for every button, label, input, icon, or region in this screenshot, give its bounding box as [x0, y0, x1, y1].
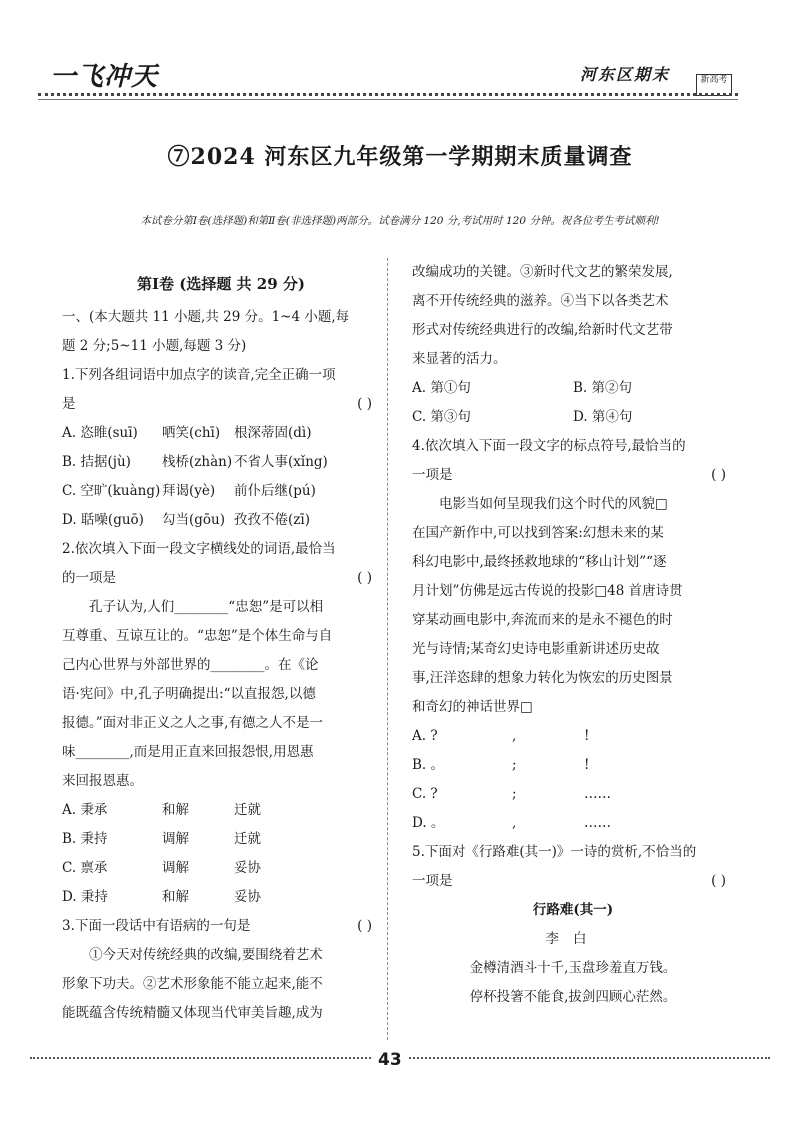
option-text: ;: [512, 757, 517, 773]
option-text: B. 。: [412, 757, 445, 773]
option-text: ……: [584, 786, 611, 802]
answer-paren: ( ): [711, 467, 726, 483]
poem-line: 停杯投箸不能食,拔剑四顾心茫然。: [469, 989, 677, 1005]
option-row: [62, 883, 380, 912]
option-text: B. 拮据(jù): [62, 454, 131, 470]
passage-line: 报德。”面对非正义之人之事,有德之人不是一: [62, 715, 323, 731]
option-row: [412, 722, 734, 751]
option-text: D. 秉持: [62, 889, 108, 905]
option-row: [62, 854, 380, 883]
answer-paren: ( ): [357, 570, 372, 586]
question-stem-text: 3.下面一段话中有语病的一句是: [62, 918, 251, 934]
passage-line: 事,汪洋恣肆的想象力转化为恢宏的历史图景: [412, 670, 673, 686]
passage-line: 孔子认为,人们________“忠恕”是可以相: [89, 599, 324, 615]
page-number: 43: [372, 1050, 408, 1070]
question-stem: [62, 564, 380, 593]
question-stem: [62, 390, 380, 419]
question-5: [412, 838, 734, 1012]
passage-line: 在国产新作中,可以找到答案:幻想未来的某: [412, 525, 664, 541]
option-text: 妥协: [234, 860, 261, 876]
question-stem: [412, 867, 734, 896]
option-row: [412, 809, 734, 838]
question-stem-cont: 一项是: [412, 467, 453, 483]
page-title: ⑦2024 河东区九年级第一学期期末质量调查: [167, 144, 633, 170]
passage-line: 形式对传统经典进行的改编,给新时代文艺带: [412, 322, 673, 338]
option-text: C. 第③句: [412, 409, 471, 425]
option-row: [62, 419, 380, 448]
option-text: 孜孜不倦(zī): [234, 512, 310, 528]
right-column: [412, 258, 734, 1012]
question-1: [62, 361, 380, 535]
passage-line: 月计划”仿佛是远古传说的投影□48 首唐诗贯: [412, 583, 683, 599]
question-stem: 1.下列各组词语中加点字的读音,完全正确一项: [62, 367, 336, 383]
passage-line: 能既蕴含传统精髓又体现当代审美旨趣,成为: [62, 1005, 323, 1021]
poem-line: 金樽清酒斗十千,玉盘珍羞直万钱。: [469, 960, 677, 976]
option-text: A. 第①句: [412, 380, 471, 396]
poem-author: 李白: [545, 931, 601, 947]
question-2: [62, 535, 380, 912]
option-row: [62, 448, 380, 477]
section-tag: 河东区期末: [580, 65, 671, 84]
option-text: D. 。: [412, 815, 445, 831]
option-text: C. 空旷(kuàng): [62, 483, 161, 499]
option-text: 调解: [162, 831, 189, 847]
passage-line: 电影当如何呈现我们这个时代的风貌□: [439, 496, 668, 512]
option-text: !: [584, 757, 590, 773]
option-text: ……: [584, 815, 611, 831]
option-text: 妥协: [234, 889, 261, 905]
exam-note: 本试卷分第Ⅰ卷(选择题)和第Ⅱ卷(非选择题)两部分。试卷满分 120 分,考试用时 120 分钟。祝各位考生考试顺利!: [140, 215, 660, 227]
option-row: [62, 825, 380, 854]
question-3: [62, 912, 380, 1028]
answer-paren: ( ): [357, 918, 372, 934]
section-heading: 第Ⅰ卷 (选择题 共 29 分): [137, 275, 305, 293]
question-stem: 5.下面对《行路难(其一)》一诗的赏析,不恰当的: [412, 844, 697, 860]
option-text: 迁就: [234, 831, 261, 847]
tag-box: 新高考: [696, 74, 732, 96]
option-row: [412, 780, 734, 809]
option-text: ;: [512, 786, 517, 802]
option-text: D. 第④句: [573, 409, 633, 425]
option-text: B. 第②句: [573, 380, 633, 396]
option-text: A. ?: [412, 728, 438, 744]
header-rule-thin: [38, 99, 738, 100]
option-row: [412, 403, 734, 432]
left-column: [62, 270, 380, 1028]
option-text: 拜谒(yè): [162, 483, 216, 499]
question-stem: [412, 461, 734, 490]
question-stem: [62, 912, 380, 941]
question-stem-cont: 一项是: [412, 873, 453, 889]
option-text: 哂笑(chī): [162, 425, 221, 441]
column-divider: [387, 258, 388, 1040]
passage-line: 改编成功的关键。③新时代文艺的繁荣发展,: [412, 264, 673, 280]
passage-line: 来显著的活力。: [412, 351, 507, 367]
brand-logo: 一飞冲天: [50, 62, 159, 92]
passage-line: 形象下功夫。②艺术形象能不能立起来,能不: [62, 976, 323, 992]
option-text: A. 秉承: [62, 802, 108, 818]
question-4: [412, 432, 734, 838]
poem-title: 行路难(其一): [532, 902, 614, 918]
option-text: A. 恣睢(suī): [62, 425, 138, 441]
option-text: B. 秉持: [62, 831, 108, 847]
passage-line: 光与诗情;某奇幻史诗电影重新讲述历史故: [412, 641, 660, 657]
passage-line: 科幻电影中,最终拯救地球的“移山计划”“逐: [412, 554, 667, 570]
question-stem-cont: 的一项是: [62, 570, 116, 586]
option-text: 栈桥(zhàn): [162, 454, 233, 470]
option-text: 前仆后继(pú): [234, 483, 316, 499]
option-text: 根深蒂固(dì): [234, 425, 312, 441]
option-text: ,: [512, 728, 517, 744]
answer-paren: ( ): [711, 873, 726, 889]
option-text: 和解: [162, 802, 189, 818]
option-row: [412, 374, 734, 403]
option-text: 不省人事(xǐng): [234, 454, 328, 470]
answer-paren: ( ): [357, 396, 372, 412]
option-text: 调解: [162, 860, 189, 876]
option-row: [62, 477, 380, 506]
header-rule: [38, 93, 738, 96]
passage-line: 来回报恩惠。: [62, 773, 143, 789]
question-stem: 4.依次填入下面一段文字的标点符号,最恰当的: [412, 438, 686, 454]
passage-line: 穿某动画电影中,奔流而来的是永不褪色的时: [412, 612, 673, 628]
option-text: !: [584, 728, 590, 744]
option-text: 勾当(gōu): [162, 512, 225, 528]
option-text: D. 聒噪(guō): [62, 512, 144, 528]
passage-line: ①今天对传统经典的改编,要围绕着艺术: [89, 947, 323, 963]
passage-line: 离不开传统经典的滋养。④当下以各类艺术: [412, 293, 669, 309]
passage-line: 己内心世界与外部世界的________。在《论: [62, 657, 319, 673]
option-text: C. ?: [412, 786, 438, 802]
passage-line: 和奇幻的神话世界□: [412, 699, 533, 715]
option-row: [62, 506, 380, 535]
option-row: [62, 796, 380, 825]
passage-line: 语·宪问》中,孔子明确提出:“以直报怨,以德: [62, 686, 316, 702]
passage-line: 味________,而是用正直来回报怨恨,用恩惠: [62, 744, 314, 760]
option-text: 迁就: [234, 802, 261, 818]
passage-line: 互尊重、互谅互让的。“忠恕”是个体生命与自: [62, 628, 333, 644]
option-row: [412, 751, 734, 780]
option-text: 和解: [162, 889, 189, 905]
instruction-line: 一、(本大题共 11 小题,共 29 分。1~4 小题,每: [62, 309, 350, 325]
question-stem-cont: 是: [62, 396, 76, 412]
instruction-line: 题 2 分;5~11 小题,每题 3 分): [62, 338, 247, 354]
option-text: C. 禀承: [62, 860, 108, 876]
option-text: ,: [512, 815, 517, 831]
question-stem: 2.依次填入下面一段文字横线处的词语,最恰当: [62, 541, 336, 557]
